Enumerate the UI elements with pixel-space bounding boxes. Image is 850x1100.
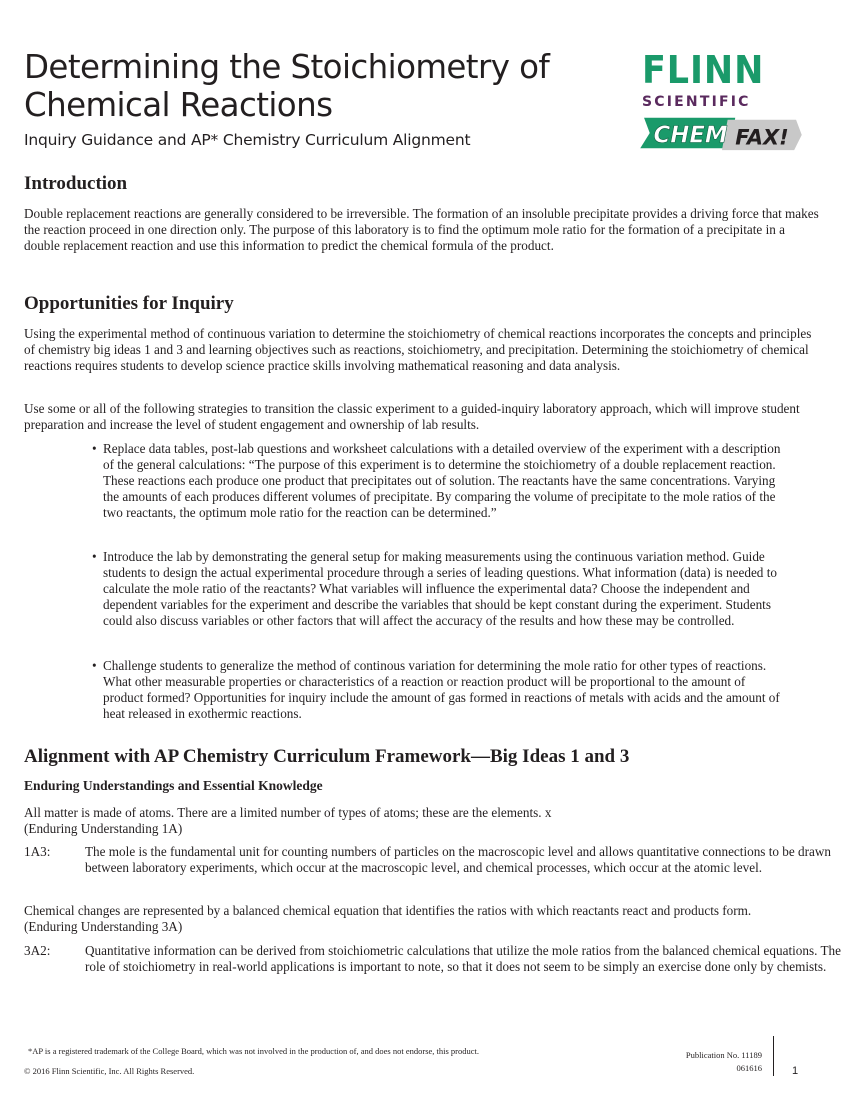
inquiry-paragraph-1: Using the experimental method of continuous variation to determine the stoichiometry of chemical reactions incorporates the concepts and principles of chemistry big ideas 1 and 3 and learning objectives such as reactions, stoichiometry, and precipitation. Determining the stoichiometry of chemical reactions requires students to develop science practice skills involving mathematical reasoning and data analysis.: [24, 326, 812, 373]
svg-text:CHEM: CHEM: [653, 122, 728, 149]
page-title: Determining the Stoichiometry of Chemical Reactions: [24, 48, 550, 124]
section-heading-introduction: Introduction: [24, 173, 128, 194]
inquiry-bullet-item: [92, 658, 785, 722]
logo-scientific-text: SCIENTIFIC: [642, 94, 751, 110]
section-heading-alignment: Alignment with AP Chemistry Curriculum Framework—Big Ideas 1 and 3: [24, 746, 630, 767]
ek-code: 1A3:: [24, 844, 51, 859]
footer-divider: [773, 1036, 774, 1076]
svg-text:FAX!: FAX!: [735, 125, 789, 150]
ek-text: The mole is the fundamental unit for counting numbers of particles on the macroscopic level and allows quantitative connections to be drawn between laboratory experiments, which occur at the macroscopic level, and chemical processes, which occur at the atomic level.: [85, 844, 831, 875]
bullet-text: Introduce the lab by demonstrating the general setup for making measurements using the continuous variation method. Guide students to design the actual experimental procedure through a series of leading questions. What information (data) is needed to calculate the mole ratio of the reactants? What variables will influence the experimental data? Choose the independent and dependent variables for the experiment and describe the variables that should be kept constant during the experiment. Students could also discuss variables or other factors that will affect the accuracy of the results and how these may be controlled.: [103, 549, 777, 628]
subheading-enduring-understandings: Enduring Understandings and Essential Knowledge: [24, 778, 323, 793]
enduring-understanding-1a: All matter is made of atoms. There are a limited number of types of atoms; these are the elements. x (Enduring Understanding 1A): [24, 805, 552, 836]
essential-knowledge-3a2: [24, 943, 845, 975]
bullet-text: Replace data tables, post-lab questions and worksheet calculations with a detailed overview of the experiment with a description of the general calculations: “The purpose of this experiment is to determine the stoichiometry of a double replacement reaction. These reactions each produce one product that precipitates out of solution. The reactants have the same concentrations. Varying the amounts of each produces different volumes of precipitate. By comparing the volume of precipitate to the mole ratios of the two reactants, the optimum mole ratio for the reaction can be determined.”: [103, 441, 781, 520]
inquiry-bullet-item: [92, 549, 785, 629]
copyright-notice: © 2016 Flinn Scientific, Inc. All Rights Reserved.: [24, 1066, 195, 1076]
introduction-paragraph: Double replacement reactions are generally considered to be irreversible. The formation of an insoluble precipitate provides a driving force that makes the reaction proceed in one direction only. The purpose of this laboratory is to find the optimum mole ratio for the formation of a precipitate in a double replacement reaction and use this information to predict the chemical formula of the product.: [24, 206, 819, 253]
publication-number: Publication No. 11189: [685, 1050, 762, 1060]
enduring-understanding-3a: Chemical changes are represented by a balanced chemical equation that identifies the ratios with which reactants react and products form. (Enduring Understanding 3A): [24, 903, 752, 934]
bullet-icon: •: [92, 658, 97, 673]
essential-knowledge-1a3: [24, 844, 845, 876]
logo-flinn-text: FLINN: [642, 48, 765, 92]
page-subtitle: Inquiry Guidance and AP* Chemistry Curriculum Alignment: [24, 131, 471, 149]
page-number: 1: [792, 1065, 799, 1077]
bullet-icon: •: [92, 549, 97, 564]
chemfax-banner-icon: [636, 114, 806, 152]
section-heading-inquiry: Opportunities for Inquiry: [24, 293, 234, 314]
inquiry-paragraph-2: Use some or all of the following strategies to transition the classic experiment to a guided-inquiry laboratory approach, which will improve student preparation and increase the level of student engagement and ownership of lab results.: [24, 401, 800, 432]
date-code: 061616: [736, 1063, 762, 1073]
bullet-text: Challenge students to generalize the method of continous variation for determining the mole ratio for other types of reactions. What other measurable properties or characteristics of a reaction or reaction product will be proportional to the amount of product formed? Opportunities for inquiry include the amount of gas formed in reactions of metals with acids and the amount of heat released in exothermic reactions.: [103, 658, 780, 721]
trademark-disclaimer: *AP is a registered trademark of the College Board, which was not involved in the production of, and does not endorse, this product.: [28, 1046, 480, 1056]
ek-code: 3A2:: [24, 943, 51, 958]
inquiry-bullet-item: [92, 441, 785, 521]
ek-text: Quantitative information can be derived from stoichiometric calculations that utilize the mole ratios from the balanced chemical equations. The role of stoichiometry in real-world applications is important to note, so that it does not seem to be simply an exercise done only by chemists.: [85, 943, 841, 974]
bullet-icon: •: [92, 441, 97, 456]
flinn-scientific-logo: [636, 50, 806, 150]
